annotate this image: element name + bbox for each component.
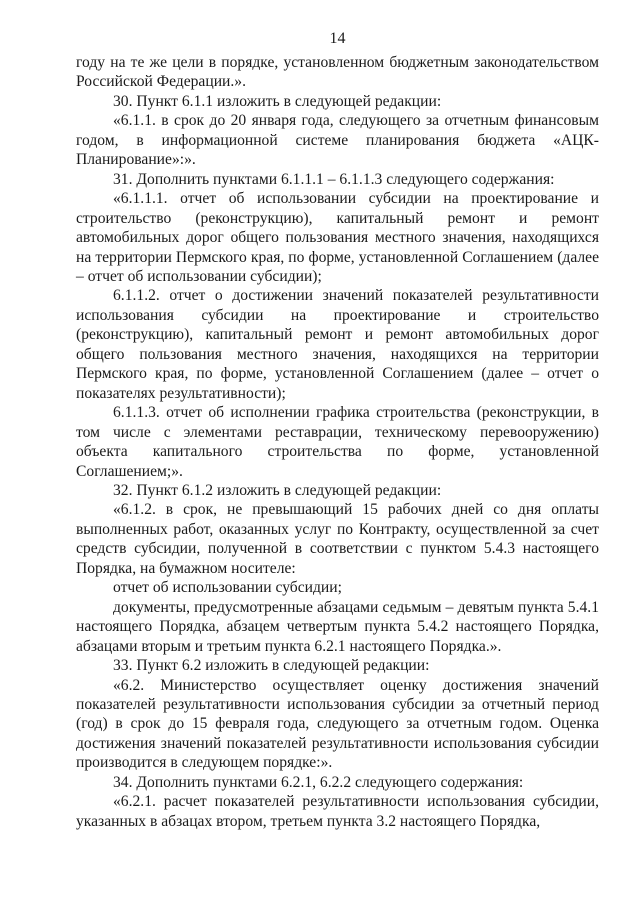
paragraph: «6.2.1. расчет показателей результативности использования субсидии, указанных в абзацах втором, третьем пункта 3.2 настоящего Порядка, — [76, 793, 599, 830]
document-body — [76, 53, 599, 831]
paragraph: «6.1.1. в срок до 20 января года, следующего за отчетным финансовым годом, в информационной системе планирования бюджета «АЦК-Планирование»:». — [76, 112, 599, 169]
paragraph: «6.1.2. в срок, не превышающий 15 рабочих дней со дня оплаты выполненных работ, оказанных услуг по Контракту, осуществленной за счет средств субсидии, полученной в соответствии с пунктом 5.4.3 настоящего Порядка, на бумажном носителе: — [76, 501, 599, 577]
paragraph: «6.2. Министерство осуществляет оценку достижения значений показателей результативности использования субсидии за отчетный период (год) в срок до 15 февраля года, следующего за отчетным годом. Оценка достижения значений показателей результативности использования субсидии производится в следующем порядке:». — [76, 676, 599, 772]
paragraph: 34. Дополнить пунктами 6.2.1, 6.2.2 следующего содержания: — [113, 773, 524, 791]
paragraph: 31. Дополнить пунктами 6.1.1.1 – 6.1.1.3 следующего содержания: — [113, 170, 555, 188]
paragraph: 32. Пункт 6.1.2 изложить в следующей редакции: — [113, 481, 442, 499]
paragraph: отчет об использовании субсидии; — [113, 579, 342, 597]
paragraph: документы, предусмотренные абзацами седьмым – девятым пункта 5.4.1 настоящего Порядка, абзацем четвертым пункта 5.4.2 настоящего Порядка, абзацами вторым и третьим пункта 6.2.1 настоящего Порядка.». — [76, 598, 599, 655]
paragraph: 6.1.1.2. отчет о достижении значений показателей результативности использования субсидии на проектирование и строительство (реконструкцию), капитальный ремонт и ремонт автомобильных дорог общего пользования местного значения, находящихся на территории Пермского края, по форме, установленной Соглашением (далее – отчет о показателях результативности); — [76, 287, 599, 402]
page-number: 14 — [329, 30, 346, 47]
paragraph: 33. Пункт 6.2 изложить в следующей редакции: — [113, 657, 430, 675]
paragraph: году на те же цели в порядке, установленном бюджетным законодательством Российской Федерации.». — [76, 54, 599, 91]
paragraph: 6.1.1.3. отчет об исполнении графика строительства (реконструкции, в том числе с элементами реставрации, техническому перевооружению) объекта капитального строительства по форме, установленной Соглашением;». — [76, 404, 599, 480]
paragraph: 30. Пункт 6.1.1 изложить в следующей редакции: — [113, 92, 442, 110]
paragraph: «6.1.1.1. отчет об использовании субсидии на проектирование и строительство (реконструкцию), капитальный ремонт и ремонт автомобильных дорог общего пользования местного значения, находящихся на территории Пермского края, по форме, установленной Соглашением (далее – отчет об использовании субсидии); — [76, 190, 599, 285]
